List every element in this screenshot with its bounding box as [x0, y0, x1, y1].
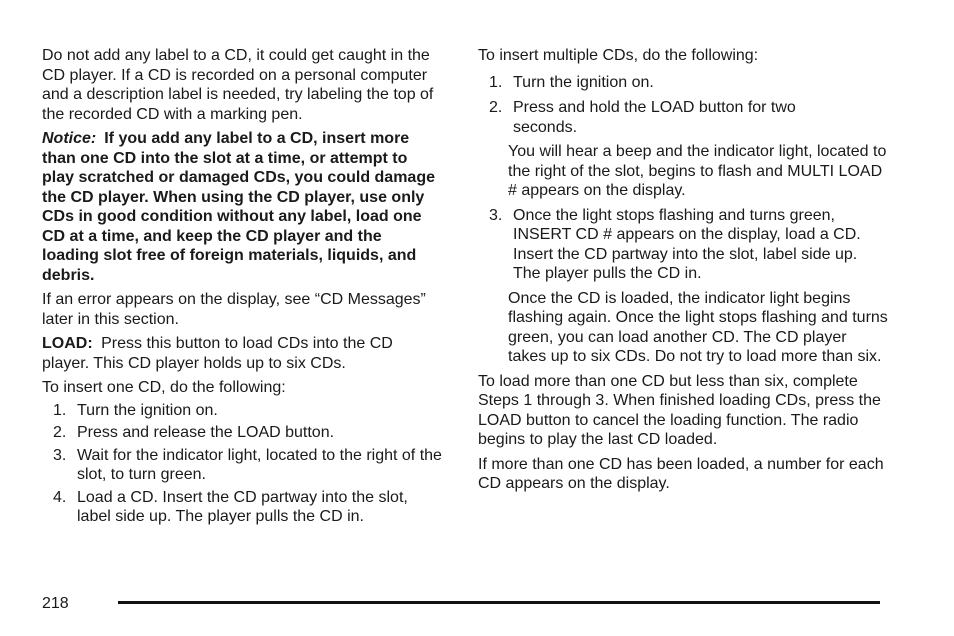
multi-cd-heading: To insert multiple CDs, do the following: [478, 47, 759, 64]
list-item [42, 488, 442, 527]
one-cd-steps [42, 401, 442, 527]
one-cd-heading: To insert one CD, do the following: [42, 379, 286, 396]
step-text: Load a CD. Insert the CD partway into the slot, label side up. The player pulls the CD in. [77, 488, 408, 525]
page-number: 218 [42, 595, 69, 612]
step-number: 1. [489, 73, 503, 91]
step-text: Once the light stops flashing and turns green, INSERT CD # appears on the display, load a CD. Insert the CD partway into the slot, label side up. The player pulls the CD in. [513, 206, 861, 282]
multi-cd-steps-cont [478, 206, 888, 284]
step-number: 4. [53, 488, 67, 506]
notice-paragraph [42, 129, 442, 285]
load-paragraph [42, 334, 442, 373]
load-text: Press this button to load CDs into the CD player. This CD player holds up to six CDs. [42, 335, 393, 372]
list-item [478, 206, 888, 284]
list-item [42, 446, 442, 485]
notice-text: If you add any label to a CD, insert more than one CD into the slot at a time, or attempt to play scratched or damaged CDs, you could damage the CD player. When using the CD player, use only CDs in good condition without any label, load one CD at a time, and keep the CD player and the loading slot free of foreign materials, liquids, and debris. [42, 130, 435, 284]
list-item [42, 423, 442, 443]
error-paragraph: If an error appears on the display, see “CD Messages” later in this section. [42, 291, 426, 328]
step-2-note: You will hear a beep and the indicator light, located to the right of the slot, begins to flash and MULTI LOAD # appears on the display. [508, 143, 887, 199]
list-item [478, 73, 888, 93]
step-text: Turn the ignition on. [513, 73, 654, 91]
label-warning-paragraph: Do not add any label to a CD, it could get caught in the CD player. If a CD is recorded on a personal computer and a description label is needed, try labeling the top of the recorded CD with a marking pen. [42, 47, 434, 123]
number-display-paragraph: If more than one CD has been loaded, a number for each CD appears on the display. [478, 455, 884, 492]
footer-rule [118, 601, 880, 604]
left-column [42, 46, 442, 532]
step-text: Wait for the indicator light, located to the right of the slot, to turn green. [77, 446, 442, 483]
step-number: 3. [489, 206, 503, 224]
step-text: Press and hold the LOAD button for two seconds. [513, 99, 796, 136]
list-item [478, 98, 813, 137]
step-number: 1. [53, 401, 67, 419]
step-number: 3. [53, 446, 67, 464]
list-item [42, 401, 442, 421]
step-text: Turn the ignition on. [77, 401, 218, 419]
notice-label: Notice: [42, 130, 97, 147]
step-number: 2. [489, 99, 503, 116]
load-label: LOAD: [42, 335, 93, 352]
right-column [478, 46, 888, 499]
less-than-six-paragraph: To load more than one CD but less than six, complete Steps 1 through 3. When finished loading CDs, press the LOAD button to cancel the loading function. The radio begins to play the last CD loaded. [478, 372, 881, 448]
multi-cd-steps [478, 73, 888, 138]
step-3-note: Once the CD is loaded, the indicator light begins flashing again. Once the light stops flashing and turns green, you can load another CD. The CD player takes up to six CDs. Do not try to load more than six. [508, 289, 888, 365]
step-number: 2. [53, 424, 67, 441]
step-text: Press and release the LOAD button. [77, 424, 335, 441]
